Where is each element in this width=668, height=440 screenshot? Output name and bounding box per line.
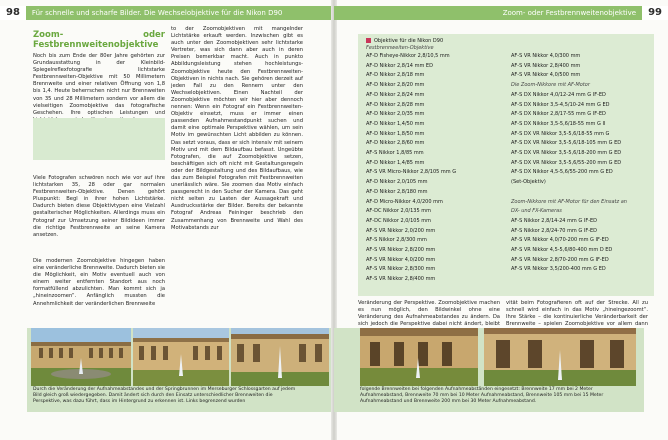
table-row — [366, 179, 648, 186]
right-photo-caption: folgende Brennweiten bei folgenden Aufnahmeabständen eingesetzt: Brennweite 17 mm bei 2 Meter Aufnahmeabstand, Brennweite 70 mm bei 10 Meter Aufnahmeabstand, Brennweite 105 mm bei 15 Meter Aufnahmeabstand und Brennweite 200 mm bei 30 Meter Aufnahmeabstand. — [360, 387, 604, 404]
left-running-head-bar — [0, 6, 334, 20]
lens-cell-left: AF-D Nikkor 1,4/85 mm — [366, 159, 425, 166]
lens-cell-right: AF-S VR Nikkor 4,0/500 mm — [511, 72, 581, 79]
table-row — [366, 140, 648, 147]
lens-cell-left: AF-D Micro-Nikkor 4,0/200 mm — [366, 198, 443, 205]
lens-cell-right: AF-S DX Nikkor 4,5-5,6/55-200 mm G ED — [511, 169, 613, 176]
lens-cell-left: AF-D Nikkor 2,0/105 mm — [366, 179, 428, 186]
lens-cell-right: DX- und FX-Kameras — [511, 208, 562, 215]
left-col1-paragraph-1: Noch bis zum Ende der 80er Jahre gehörten zur Grundausstattung in der Kleinbild-Spiegelreflexfotografie lichtstarke Festbrennweiten-Objektive mit 50 Millimetern Brennweite und einer relativen Öffnung von 1,8 bis 1,4. Heute beherrschen nicht nur Brennweiten von 35 und 28 Millimetern sondern vor allem die vielseitigen Zoomobjektive das fotografische Geschehen. Ihre optischen Leistungen und — [33, 53, 165, 116]
left-column-1b — [33, 175, 165, 239]
lens-cell-left: AF-D Nikkor 1,4/50 mm — [366, 120, 425, 127]
lens-cell-right: AF-S DX Nikkor 4,0/12-24 mm G IF-ED — [511, 91, 606, 98]
lens-cell-right — [511, 189, 648, 196]
photo-fountain-wide — [31, 328, 131, 386]
right-col1-text: Veränderung der Perspektive. Zoomobjektive machen es nun möglich, den Bildwinkel ohne eine Veränderung des Aufnahmeabstandes zu ändern. Da sich jedoch die Perspektive dabei nicht ändert, bleibt — [358, 300, 500, 328]
table-row — [366, 228, 648, 235]
left-column-1 — [33, 30, 165, 131]
right-photo-strip — [334, 328, 644, 386]
table-row — [366, 189, 648, 196]
lens-cell-right: AF-S Nikkor 2,8/24-70 mm G IF-ED — [511, 227, 598, 234]
lens-cell-right: AF-S DX Nikkor 3,5-4,5/10-24 mm G ED — [511, 101, 610, 108]
table-row — [366, 82, 648, 89]
table-row — [366, 276, 648, 283]
table-row — [366, 92, 648, 99]
table-row — [366, 63, 648, 70]
photo-fountain-medium — [133, 328, 229, 386]
lens-cell-right: Die Zoom-Nikkore mit AF-Motor — [511, 82, 590, 89]
lens-cell-left: AF-D Nikkor 2,8/28 mm — [366, 101, 425, 108]
marker-square-icon — [366, 38, 371, 43]
lens-cell-right: (Set-Objektiv) — [511, 179, 546, 186]
right-col2-text: vität beim Fotografieren oft auf der Strecke. All zu schnell wird einfach in das Motiv „hineingezoomt“. Ihre Stärke – die kontinuierliche Veränderbarkeit der Brennweite – spielen Zoomobjektive vor allem dann — [506, 300, 648, 328]
left-col1-paragraph-3: Die modernen Zoomobjektive hingegen haben eine veränderliche Brennweite. Dadurch bieten sie die Möglichkeit, ein Motiv eventuell auch von einem weiter entfernten Standort aus noch formatfüllend abzulichten. Man kommt sich ja „hineinzoomen“. Anfänglich mussten die Annehmlichkeit der veränderlichen Brennweite — [33, 258, 165, 307]
table-row — [366, 111, 648, 118]
left-page-number: 98 — [0, 6, 26, 20]
table-row — [366, 199, 648, 206]
right-page-number: 99 — [642, 6, 668, 20]
lens-cell-left: AF-S Nikkor 1,8/85 mm — [366, 150, 424, 156]
photo-facade — [484, 328, 636, 386]
lens-cell-left: AF-S VR Nikkor 2,8/300 mm — [366, 266, 436, 273]
table-title: Objektive für die Nikon D90 — [374, 38, 444, 44]
right-running-head-bar — [334, 6, 668, 20]
lens-cell-right: AF-S VR Nikkor 2,8/400 mm — [511, 62, 581, 69]
lens-cell-left: AF-D Nikkor 2,8/60 mm — [366, 140, 425, 147]
table-row — [366, 266, 648, 273]
lens-cell-left: AF-DC Nikkor 2,0/135 mm — [366, 208, 431, 215]
lens-cell-right: AF-S VR Nikkor 3,5/200-400 mm G ED — [511, 266, 606, 273]
left-column-2 — [171, 26, 303, 232]
lens-cell-right: Zoom-Nikkore mit AF-Motor für den Einsatz an — [511, 198, 627, 205]
left-running-head: Für schnelle und scharfe Bilder. Die Wechselobjektive für die Nikon D90 — [31, 9, 283, 17]
table-row — [366, 257, 648, 264]
lens-cell-left: AF-DC Nikkor 2,0/105 mm — [366, 217, 431, 224]
photo-colonnade — [360, 328, 478, 386]
lens-table — [358, 34, 654, 296]
lens-cell-left: AF-D Nikkor 2,8/18 mm — [366, 72, 425, 79]
right-page — [334, 0, 668, 440]
lens-cell-right: AF-S DX Nikkor 2,8/17-55 mm G IF-ED — [511, 111, 606, 118]
left-column-1c — [33, 258, 165, 308]
lens-cell-right: AF-S DX Nikkor 3,5-5,6/18-55 mm G II — [511, 120, 606, 127]
table-subtitle: Festbrennweiten-Objektive — [366, 45, 434, 51]
lens-cell-right: AF-S VR Nikkor 4,5-5,6/80-400 mm D ED — [511, 247, 613, 253]
table-row — [366, 131, 648, 138]
table-row — [366, 160, 648, 167]
lens-cell-left: AF-D Nikkor 1,8/50 mm — [366, 130, 425, 137]
table-row — [366, 208, 648, 215]
lens-cell-left: AF-S Nikkor 2,8/300 mm — [366, 237, 427, 244]
table-row — [366, 169, 648, 176]
table-row — [366, 150, 648, 157]
lens-cell-right: AF-S VR Nikkor 4,0/300 mm — [511, 53, 581, 59]
table-row — [366, 102, 648, 109]
lens-cell-left: AF-S VR Nikkor 2,0/200 mm — [366, 227, 436, 234]
photo-fountain-close — [231, 328, 329, 386]
table-row — [366, 218, 648, 225]
lens-cell-right: AF-S DX VR Nikkor 3,5-5,6/18-200 mm G ED — [511, 150, 622, 156]
lens-cell-right: AF-S DX VR Nikkor 3,5-5,6/55-200 mm G ED — [511, 159, 622, 166]
table-row — [366, 121, 648, 128]
table-subtitle-row — [366, 45, 648, 52]
lens-cell-right: AF-S VR Nikkor 4,0/70-200 mm G IF-ED — [511, 237, 609, 244]
table-row — [366, 72, 648, 79]
table-row — [366, 53, 648, 60]
left-highlight-box — [33, 118, 165, 160]
lens-cell-left: AF-S VR Nikkor 2,8/400 mm — [366, 276, 436, 283]
lens-cell-right: AF-S Nikkor 2,8/14-24 mm G IF-ED — [511, 217, 598, 224]
lens-cell-right: AF-S VR Nikkor 2,8/70-200 mm G IF-ED — [511, 256, 609, 263]
table-row — [366, 237, 648, 244]
table-title-row — [366, 38, 648, 45]
table-row — [366, 247, 648, 254]
lens-cell-left: AF-D Fisheye-Nikkor 2,8/10,5 mm — [366, 53, 450, 59]
lens-cell-left: AF-D Nikkor 2,8/180 mm — [366, 188, 428, 195]
lens-cell-left: AF-S VR Micro-Nikkor 2,8/105 mm G — [366, 169, 457, 176]
lens-cell-right — [511, 276, 648, 283]
left-col1-paragraph-2: Viele Fotografen schwören noch wie vor auf ihre lichtstarken 35, 28 oder gar normalen Festbrennweiten-Objektive. Denen gehört Pluspunkt: Begl in ihrer hohen Lichtstärke. Dadurch bieten diese Objektivtypen eine Vielzahl gestalterischer Möglichkeiten. Allerdings muss ein Fotograf zur Umsetzung seiner Bildideen immer die richtige Festbrennweite an seine Kamera ansetzen. — [33, 175, 165, 238]
lens-cell-left: AF-D Nikkor 2,0/35 mm — [366, 111, 425, 118]
lens-cell-left: AF-D Nikkor 2,8/24 mm — [366, 91, 425, 98]
left-col2-paragraph: to der Zoomobjektiven mit mangelnder Lichtstärke erkauft werden. Inzwischen gibt es auch unter den Zoomobjektiven sehr lichtstarke Vertreter, was sich dann aber auch in deren Preisen bemerkbar macht. Auch in punkto Abbildungsleistung stehen hochleistungs-Zoomobjektive heute den Festbrennweiten-Objektiven in nichts nach. Sie gehören derzeit auf jeden Fall zu den Rennern unter den Wechselobjektiven. Einen Nachteil der Zoomobjektive möchten wir hier aber dennoch nennen: Wenn ein Fotograf ein Festbrennweiten-Objektiv einsetzt, muss er immer einen passenden Aufnahmestandpunkt suchen und damit eine optimale Perspektive wählen, um sein Motiv im gewünschten Licht abbilden zu können. Das setzt voraus, dass er sich intensiv mit seinem Motiv und mit dem Bildaufbau befasst. Ungeübte Fotografen, die auf Zoomobjektive setzen, beschäftigen sich oft nicht mit Gestaltungsregeln oder der Bildgestaltung und des Bildaufbaus, wie das zum Beispiel Fotografen mit Festbrennweiten unerlässlich wäre. Sie zoomen das Motiv einfach passgerecht in den Sucher der Kamera. Das geht nicht selten zu Lasten der Aussagekraft und Ausdrucksstärke der Bilder. Bereits der bekannte Fotograf Andreas Feininger beschrieb den Zusammenhang von Brennweite und Wahl des Motivabstands zur — [171, 26, 303, 231]
lens-cell-right: AF-S DX VR Nikkor 3,5-5,6/18-55 mm G — [511, 130, 610, 137]
section-heading: Zoom- oder Festbrennweitenobjektive — [33, 30, 165, 50]
lens-cell-left: AF-S VR Nikkor 4,0/200 mm — [366, 256, 436, 263]
left-photo-strip — [27, 328, 331, 386]
lens-cell-right: AF-S DX VR Nikkor 3,5-5,6/18-105 mm G ED — [511, 140, 622, 147]
lens-cell-left: AF-S VR Nikkor 2,8/200 mm — [366, 247, 436, 253]
lens-cell-left: AF-D Nikkor 2,8/20 mm — [366, 82, 425, 89]
lens-cell-left: AF-D Nikkor 2,8/14 mm ED — [366, 62, 433, 69]
left-photo-caption: Durch die Veränderung der Aufnahmeabstandes und der Springbrunnen im Merseburger Schlossgarten auf jedem Bild gleich groß wiedergegeben. Damit ändert sich durch den Einsatz unterschiedlicher Brennweiten die Perspektive, was dazu führt, dass im Hintergrund zu erkennen ist. Links begrenzend wurden — [33, 387, 296, 404]
right-running-head: Zoom- oder Festbrennweitenobjektive — [502, 9, 637, 17]
